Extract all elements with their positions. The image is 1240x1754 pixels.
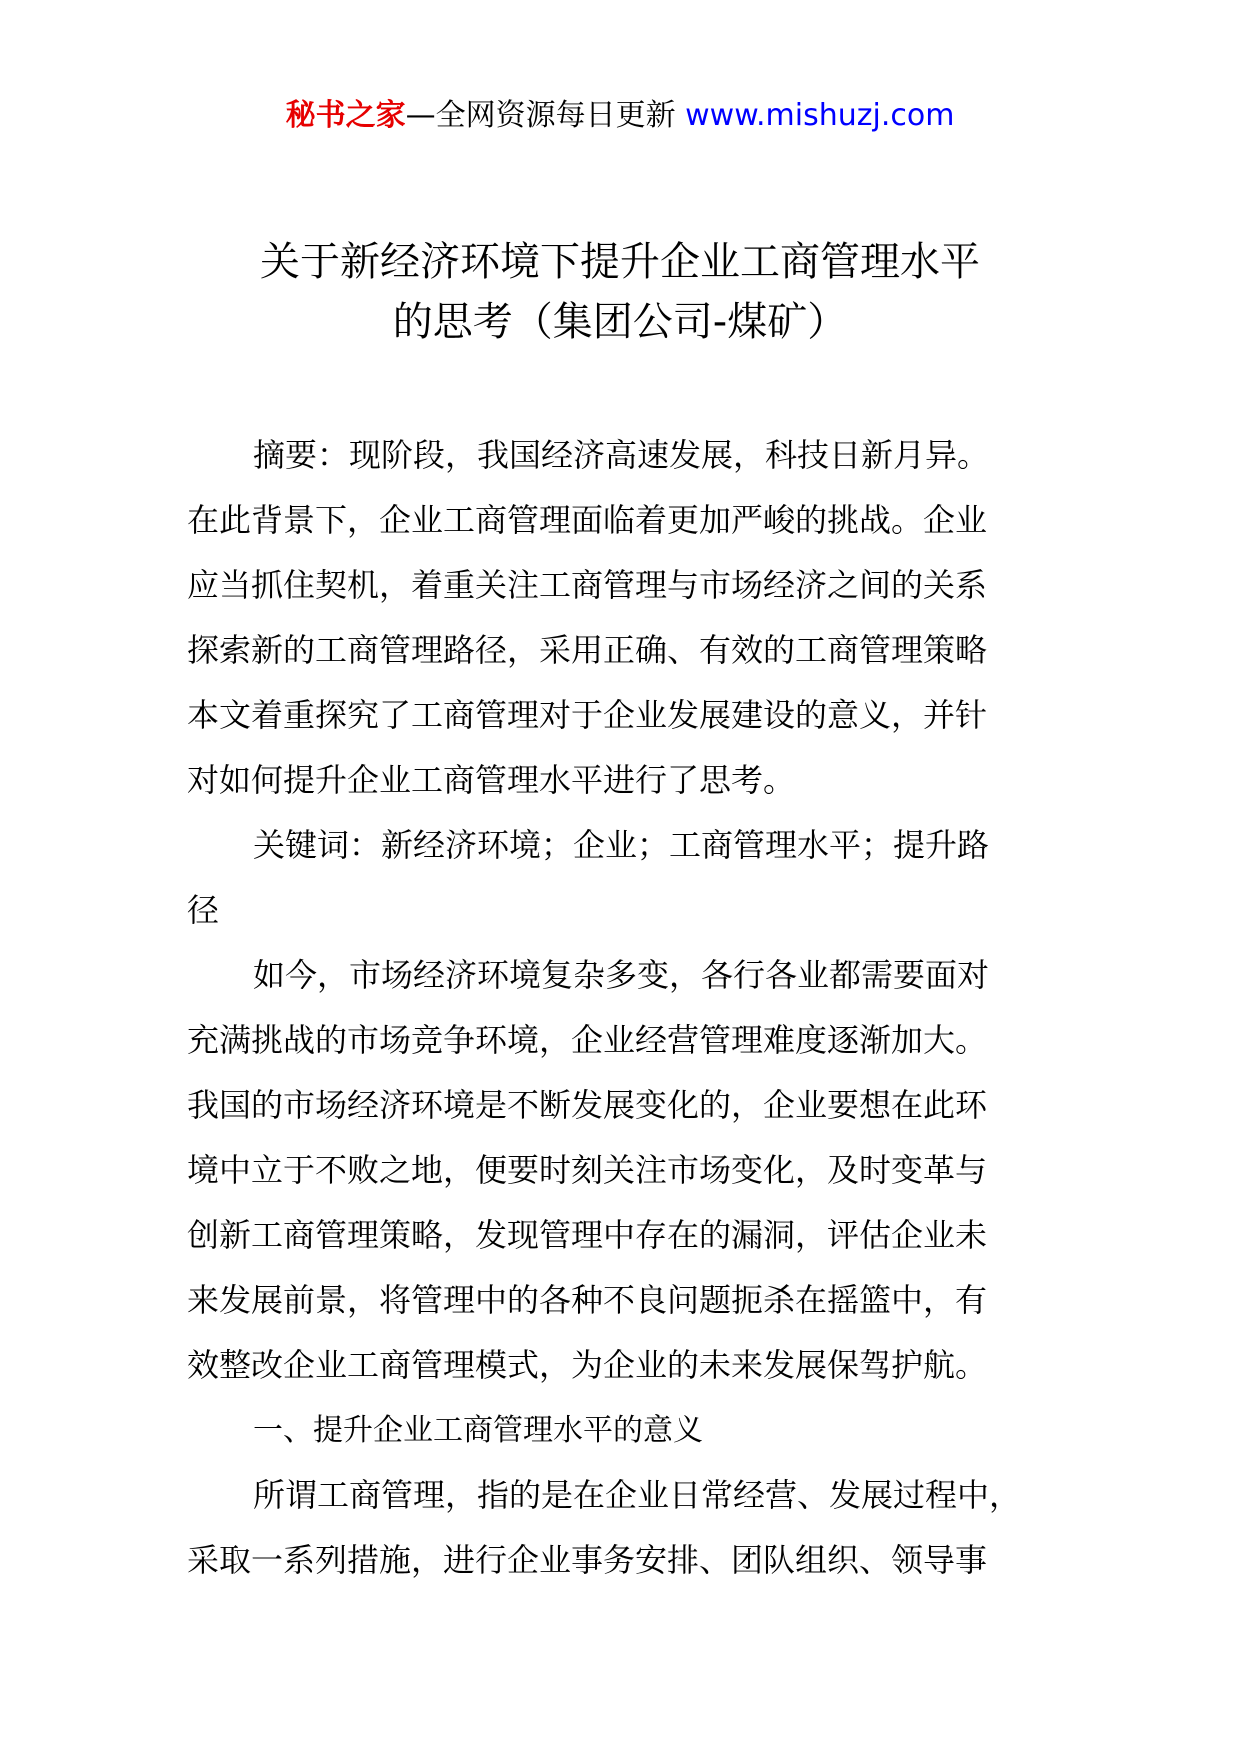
paragraph-line: 充满挑战的市场竞争环境，企业经营管理难度逐渐加大。 (187, 1021, 988, 1059)
abstract-line: 探索新的工商管理路径，采用正确、有效的工商管理策略 (187, 631, 988, 669)
section-heading: 一、提升企业工商管理水平的意义 (253, 1413, 703, 1448)
paragraph-line: 来发展前景，将管理中的各种不良问题扼杀在摇篮中，有 (187, 1281, 988, 1319)
abstract-line: 本文着重探究了工商管理对于企业发展建设的意义，并针 (187, 696, 988, 734)
abstract-line: 在此背景下，企业工商管理面临着更加严峻的挑战。企业 (187, 501, 988, 539)
title-line-2: 的思考（集团公司-煤矿） (392, 299, 848, 345)
paragraph-line: 所谓工商管理，指的是在企业日常经营、发展过程中， (253, 1476, 1022, 1514)
site-brand: 秘书之家 (285, 98, 406, 133)
site-url-link[interactable]: www.mishuzj.com (685, 98, 955, 133)
document-title (160, 232, 1080, 352)
site-slogan: —全网资源每日更新 (405, 98, 686, 133)
keywords-line: 关键词：新经济环境；企业；工商管理水平；提升路 (253, 826, 990, 864)
paragraph-line: 我国的市场经济环境是不断发展变化的，企业要想在此环 (187, 1086, 988, 1124)
paragraph-line: 创新工商管理策略，发现管理中存在的漏洞，评估企业未 (187, 1216, 988, 1254)
paragraph-line: 效整改企业工商管理模式，为企业的未来发展保驾护航。 (187, 1346, 988, 1384)
paragraph-line: 采取一系列措施，进行企业事务安排、团队组织、领导事 (187, 1541, 988, 1579)
site-banner (0, 96, 1240, 136)
paragraph-line: 境中立于不败之地，便要时刻关注市场变化，及时变革与 (187, 1151, 988, 1189)
document-body (187, 423, 1057, 1593)
paragraph-line: 如今，市场经济环境复杂多变，各行各业都需要面对 (253, 956, 990, 994)
keywords-line: 径 (187, 891, 220, 929)
abstract-line: 摘要：现阶段，我国经济高速发展，科技日新月异。 (253, 436, 990, 474)
title-line-1: 关于新经济环境下提升企业工商管理水平 (260, 239, 980, 285)
abstract-line: 应当抓住契机，着重关注工商管理与市场经济之间的关系 (187, 566, 988, 604)
abstract-line: 对如何提升企业工商管理水平进行了思考。 (187, 761, 796, 799)
